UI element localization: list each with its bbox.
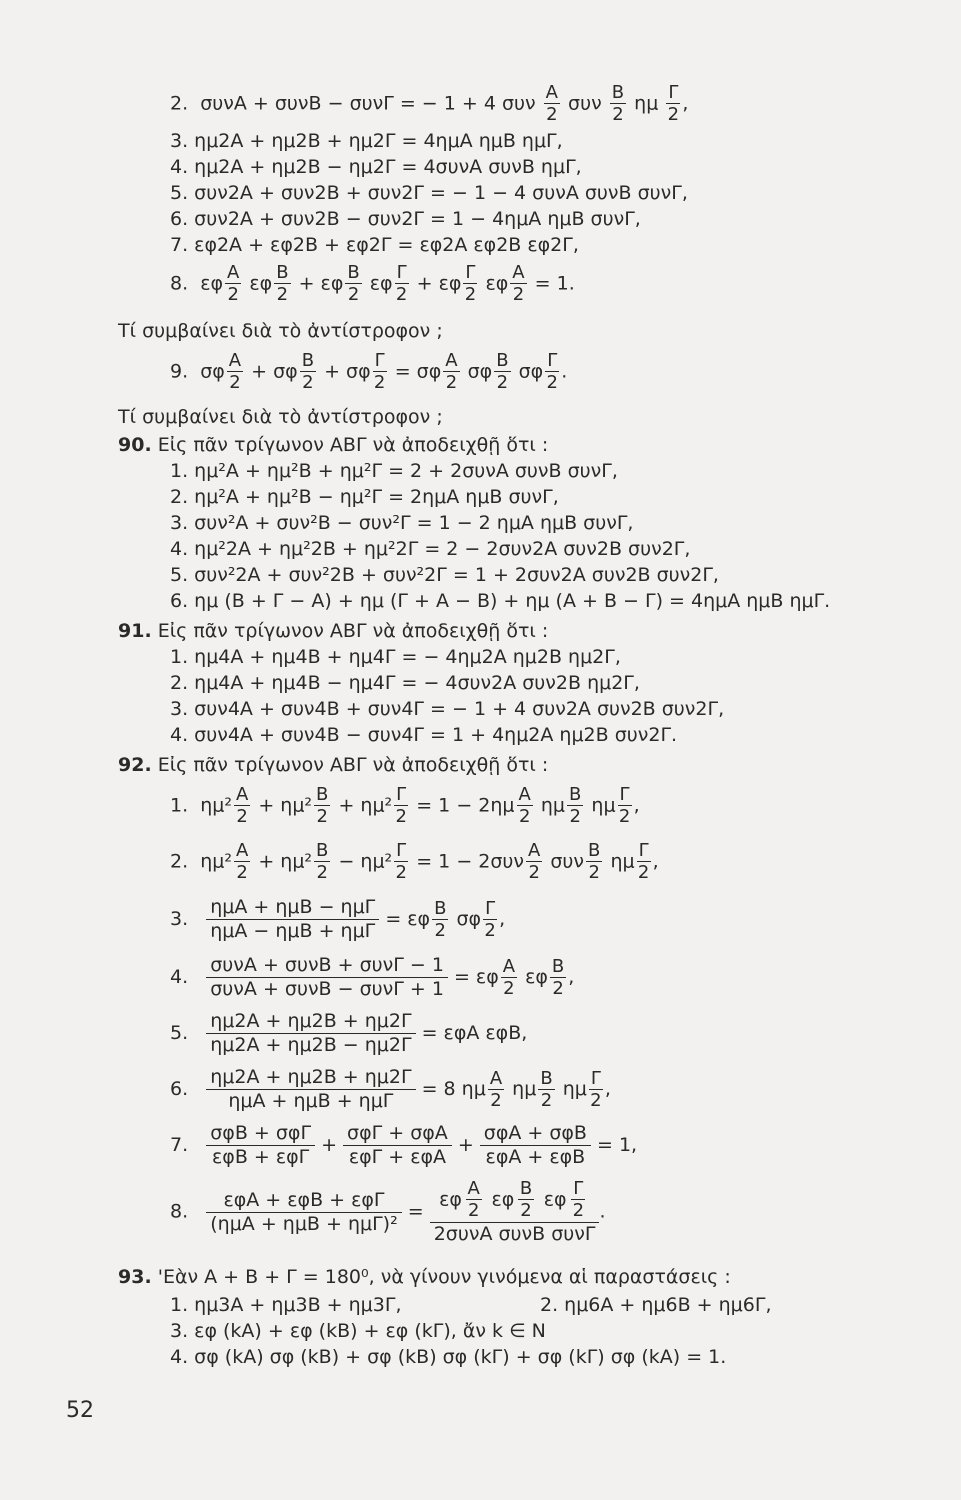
ex93-heading: 93. 'Εὰν A + B + Γ = 180⁰, νὰ γίνουν γινόμενα αἱ παραστάσεις : <box>118 1266 731 1288</box>
ex92-item-1: 1. ημ² $\frac{A}{2}$ + ημ² $\frac{B}{2}$ + ημ² $\frac{\Gamma}{2}$ = 1 − 2ημ $\frac{A}{2}$ ημ $\frac{B}{2}$ ημ $\frac{\Gamma}{2}$ , <box>170 784 640 827</box>
ex91-item-4: 4. συν4A + συν4B − συν4Γ = 1 + 4ημ2A ημ2B συν2Γ. <box>170 724 678 746</box>
ex93-item-2: 2. ημ6A + ημ6B + ημ6Γ, <box>540 1294 772 1316</box>
ex89-item-3: 3. ημ2A + ημ2B + ημ2Γ = 4ημA ημB ημΓ, <box>170 130 563 152</box>
ex92-item-6: 6. $\frac{\eta\mu 2A + \eta\mu 2B + \eta\mu 2\Gamma}{\text{ημA + ημB + ημΓ}}$ = 8 ημ $\frac{A}{2}$ ημ $\frac{B}{2}$ ημ $\frac{\Gamma}{2}$ , <box>170 1066 611 1112</box>
question-converse-1: Τί συμβαίνει διὰ τὸ ἀντίστροφον ; <box>118 320 443 342</box>
ex89-item-8: 8. εφ $\frac{A}{2}$ εφ $\frac{B}{2}$ + εφ $\frac{B}{2}$ εφ $\frac{\Gamma}{2}$ + εφ $\frac{\Gamma}{2}$ εφ $\frac{A}{2}$ = 1. <box>170 262 575 305</box>
ex92-item-7: 7. $\frac{\text{σφB + σφΓ}}{\text{εφB + εφΓ}}$ + $\frac{\text{σφΓ + σφA}}{\text{εφΓ + εφA}}$ + $\frac{\text{σφA + σφB}}{\text{εφA + εφB}}$ = 1, <box>170 1122 638 1168</box>
ex92-item-2: 2. ημ² $\frac{A}{2}$ + ημ² $\frac{B}{2}$ − ημ² $\frac{\Gamma}{2}$ = 1 − 2συν $\frac{A}{2}$ συν $\frac{B}{2}$ ημ $\frac{\Gamma}{2}$ , <box>170 840 659 883</box>
ex91-item-2: 2. ημ4A + ημ4B − ημ4Γ = − 4συν2A συν2B ημ2Γ, <box>170 672 640 694</box>
ex89-item-7: 7. εφ2A + εφ2B + εφ2Γ = εφ2A εφ2B εφ2Γ, <box>170 234 579 256</box>
ex91-heading: 91. Εἰς πᾶν τρίγωνον ΑΒΓ νὰ ἀποδειχθῇ ὅτι : <box>118 620 549 642</box>
ex89-item-6: 6. συν2A + συν2B − συν2Γ = 1 − 4ημA ημB συνΓ, <box>170 208 641 230</box>
ex90-item-3: 3. συν²A + συν²B − συν²Γ = 1 − 2 ημA ημB συνΓ, <box>170 512 634 534</box>
ex89-item-4: 4. ημ2A + ημ2B − ημ2Γ = 4συνA συνB ημΓ, <box>170 156 582 178</box>
ex89-item-9: 9. σφ $\frac{A}{2}$ + σφ $\frac{B}{2}$ + σφ $\frac{\Gamma}{2}$ = σφ $\frac{A}{2}$ σφ $\frac{B}{2}$ σφ $\frac{\Gamma}{2}$ . <box>170 350 568 393</box>
page-number: 52 <box>66 1398 94 1423</box>
ex90-item-2: 2. ημ²A + ημ²B − ημ²Γ = 2ημA ημB συνΓ, <box>170 486 559 508</box>
ex90-item-4: 4. ημ²2A + ημ²2B + ημ²2Γ = 2 − 2συν2A συν2B συν2Γ, <box>170 538 691 560</box>
ex89-item-5: 5. συν2A + συν2B + συν2Γ = − 1 − 4 συνA συνB συνΓ, <box>170 182 688 204</box>
ex92-item-4: 4. $\frac{\text{συνA + συνB + συνΓ − 1}}{\text{συνA + συνB − συνΓ + 1}}$ = εφ $\frac{A}{2}$ εφ $\frac{B}{2}$ , <box>170 954 575 1000</box>
ex89-item-2: 2. συνA + συνB − συνΓ = − 1 + 4 συν $\frac{A}{2}$ συν $\frac{B}{2}$ ημ $\frac{\Gamma}{2}$ , <box>170 82 689 125</box>
ex92-item-8: 8. $\frac{\text{εφA + εφB + εφΓ}}{\text{(ημA + ημB + ημΓ)²}}$ = εφ $\frac{A}{2}$ εφ $\frac{B}{2}$ εφ $\frac{\Gamma}{2}$ 2συνA συνB συνΓ . <box>170 1178 606 1245</box>
question-converse-2: Τί συμβαίνει διὰ τὸ ἀντίστροφον ; <box>118 406 443 428</box>
ex90-item-6: 6. ημ (B + Γ − A) + ημ (Γ + A − B) + ημ (A + B − Γ) = 4ημA ημB ημΓ. <box>170 590 831 612</box>
ex92-item-5: 5. $\frac{\eta\mu 2A + \eta\mu 2B + \eta\mu 2\Gamma}{\eta\mu 2A + \eta\mu 2B - \eta\mu 2\Gamma}$ = εφA εφB, <box>170 1010 528 1056</box>
ex92-item-3: 3. $\frac{\text{ημA + ημB − ημΓ}}{\text{ημA − ημB + ημΓ}}$ = εφ $\frac{B}{2}$ σφ $\frac{\Gamma}{2}$ , <box>170 896 506 942</box>
ex93-item-1: 1. ημ3A + ημ3B + ημ3Γ, <box>170 1294 402 1316</box>
ex93-item-4: 4. σφ (kA) σφ (kB) + σφ (kB) σφ (kΓ) + σφ (kΓ) σφ (kA) = 1. <box>170 1346 727 1368</box>
ex90-heading: 90. Εἰς πᾶν τρίγωνον ΑΒΓ νὰ ἀποδειχθῇ ὅτι : <box>118 434 549 456</box>
ex93-item-3: 3. εφ (kA) + εφ (kB) + εφ (kΓ), ἄν k ∈ N <box>170 1320 546 1342</box>
ex90-item-5: 5. συν²2A + συν²2B + συν²2Γ = 1 + 2συν2A συν2B συν2Γ, <box>170 564 719 586</box>
ex92-heading: 92. Εἰς πᾶν τρίγωνον ΑΒΓ νὰ ἀποδειχθῇ ὅτι : <box>118 754 549 776</box>
ex90-item-1: 1. ημ²A + ημ²B + ημ²Γ = 2 + 2συνA συνB συνΓ, <box>170 460 618 482</box>
ex91-item-1: 1. ημ4A + ημ4B + ημ4Γ = − 4ημ2A ημ2B ημ2Γ, <box>170 646 621 668</box>
ex91-item-3: 3. συν4A + συν4B + συν4Γ = − 1 + 4 συν2A συν2B συν2Γ, <box>170 698 725 720</box>
